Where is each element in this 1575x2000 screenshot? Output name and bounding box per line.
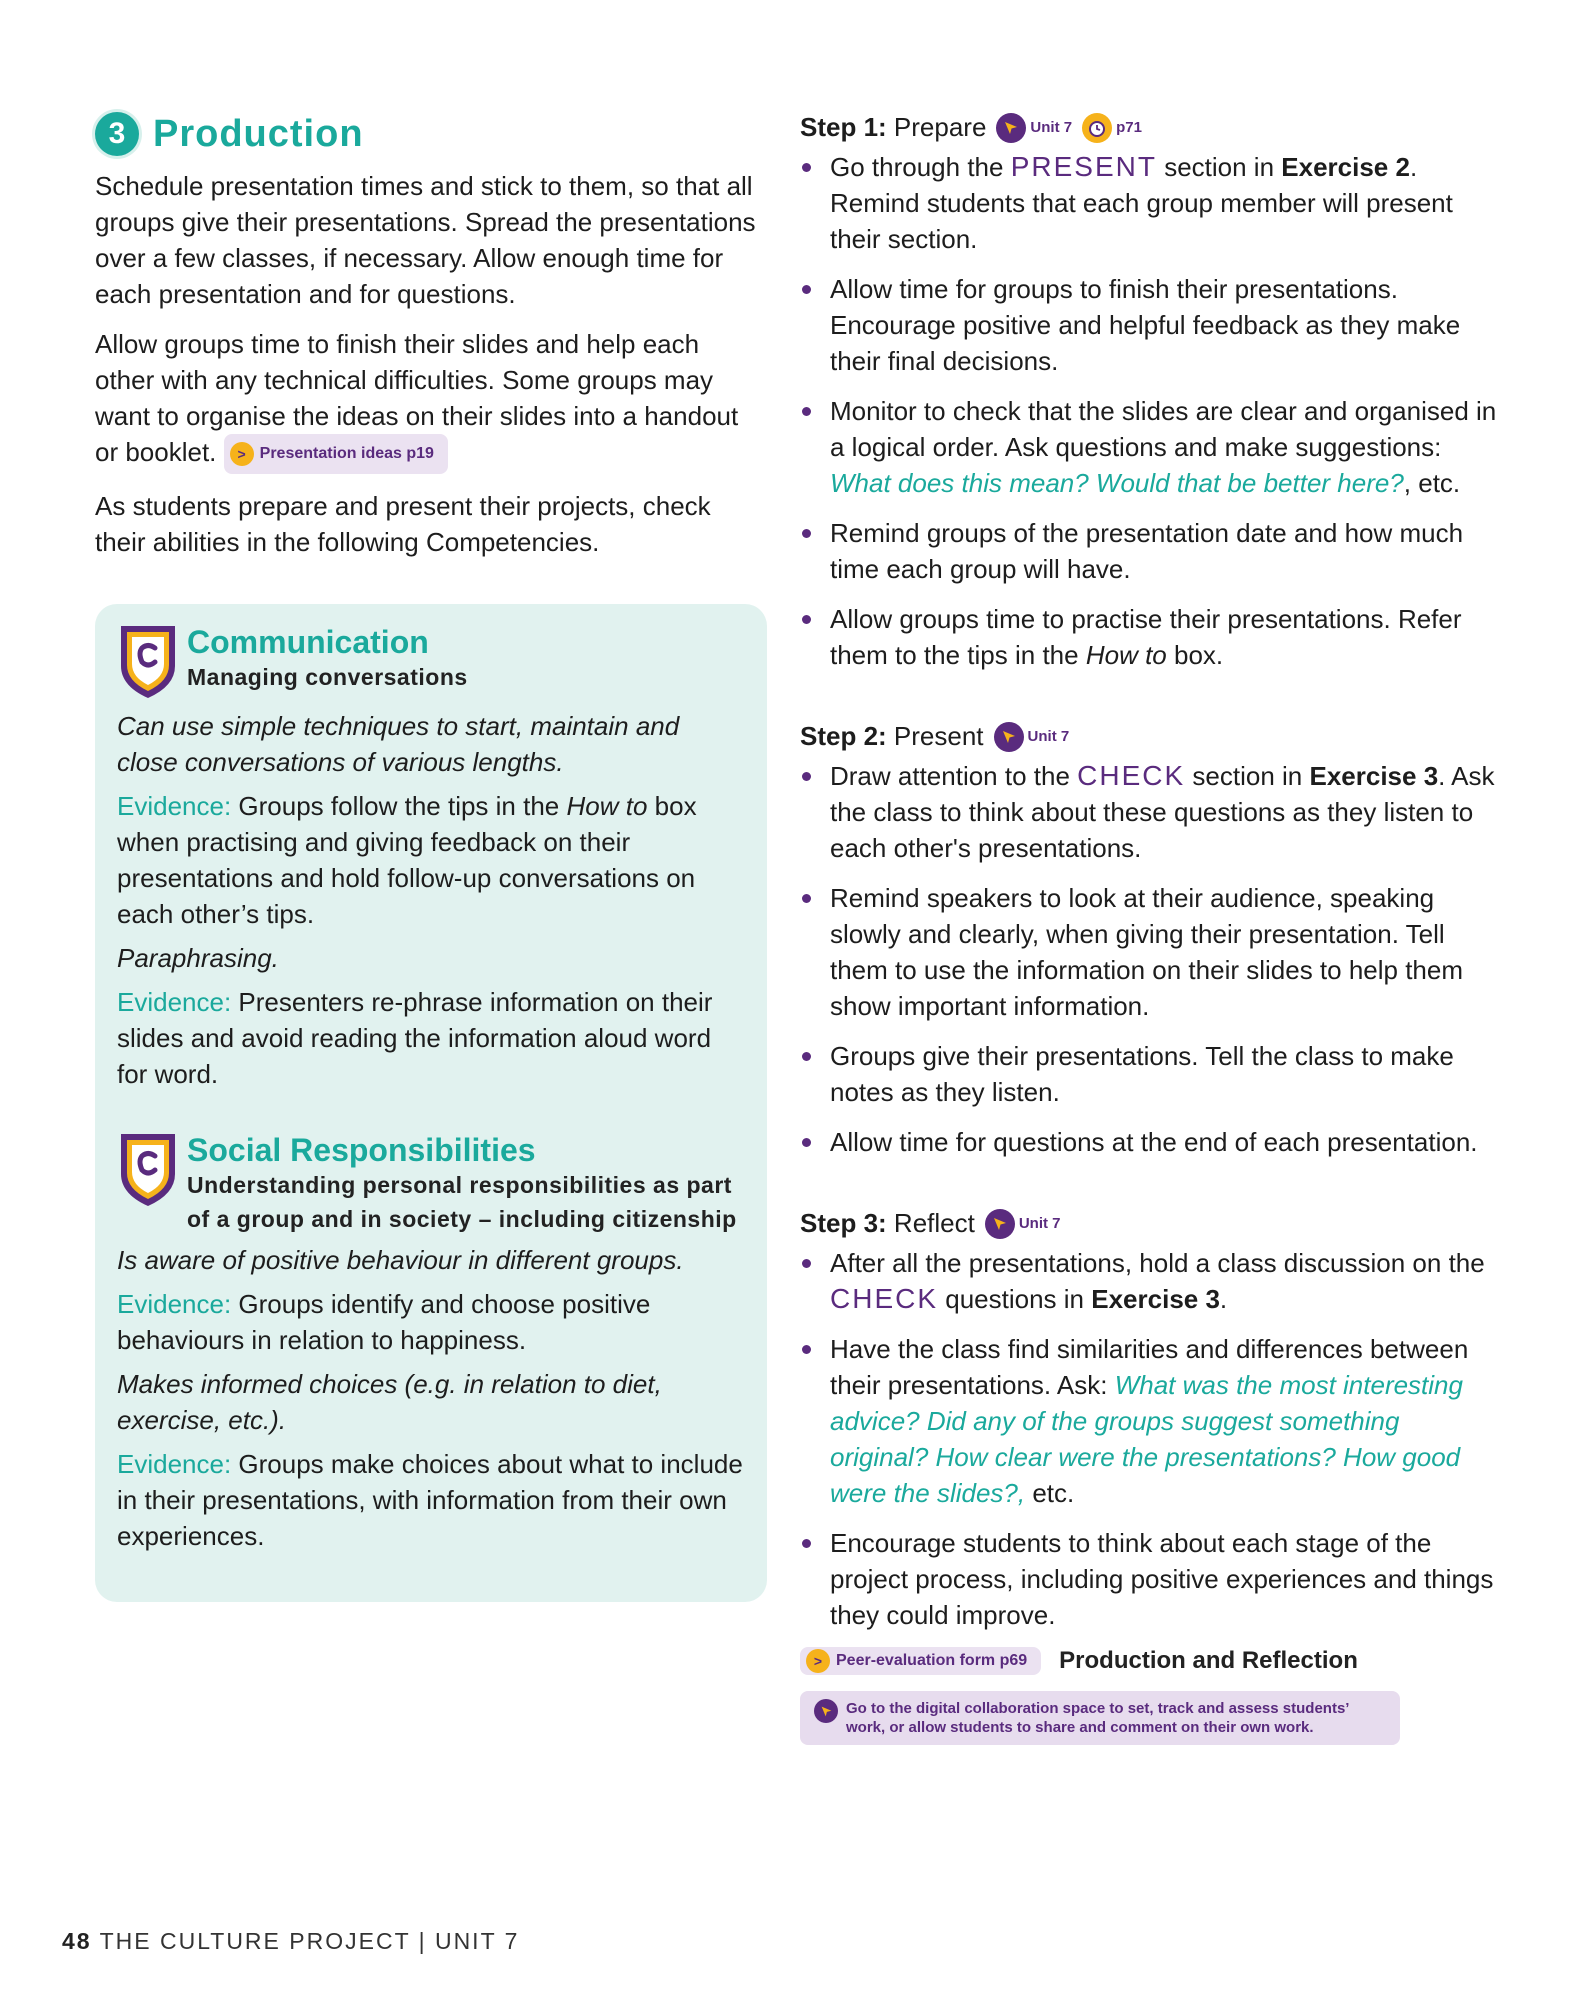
page-71-link[interactable] — [1082, 113, 1142, 143]
bullet-text: . Remind students that each group member will present their section. — [830, 152, 1453, 254]
social-can-do-1: Is aware of positive behaviour in different groups. — [117, 1245, 684, 1275]
unit-label: Unit 7 — [1030, 119, 1073, 136]
unit-label: Unit 7 — [1018, 1215, 1061, 1232]
step-1-list — [800, 149, 1500, 673]
communication-can-do-1: Can use simple techniques to start, maintain and close conversations of various lengths. — [117, 711, 680, 777]
section-heading — [95, 112, 765, 156]
step-1-title — [800, 112, 986, 143]
how-to-ref: How to — [566, 791, 648, 821]
communication-can-do-2: Paraphrasing. — [117, 943, 279, 973]
communication-header — [117, 622, 745, 702]
bullet-text: Allow groups time to practise their presentations. Refer them to the tips in the — [830, 604, 1462, 670]
evidence-text: Groups follow the tips in the — [238, 791, 560, 821]
exercise-ref: Exercise 3 — [1091, 1284, 1220, 1314]
peer-evaluation-link[interactable] — [800, 1647, 1041, 1675]
evidence-label: Evidence: — [117, 1289, 232, 1319]
evidence-text: Groups make choices about what to include in their presentations, with information from their own experiences. — [117, 1449, 743, 1551]
evidence-text: Groups identify and choose positive behaviours in relation to happiness. — [117, 1289, 651, 1355]
list-item — [800, 149, 1500, 257]
social-evidence-2 — [117, 1446, 745, 1554]
exercise-ref: Exercise 2 — [1281, 152, 1410, 182]
list-item: Remind speakers to look at their audience, speaking slowly and clearly, when giving their presentation. Tell them to use the information on their slides to help them show important information. — [800, 880, 1500, 1024]
evidence-label: Evidence: — [117, 987, 232, 1017]
bullet-text: box. — [1173, 640, 1224, 670]
list-item — [800, 1245, 1500, 1317]
step-name: Prepare — [893, 112, 987, 142]
evidence-text: Presenters re-phrase information on their slides and avoid reading the information aloud word for word. — [117, 987, 713, 1089]
social-evidence-1 — [117, 1286, 745, 1358]
check-keyword: CHECK — [830, 1283, 939, 1314]
paragraph-competencies: As students prepare and present their projects, check their abilities in the following Competencies. — [95, 491, 711, 558]
production-section — [95, 112, 765, 574]
communication-competency — [117, 622, 745, 1092]
page-footer — [62, 1928, 519, 1955]
digital-collaboration-note[interactable] — [800, 1691, 1400, 1745]
arrow-right-icon: > — [806, 1649, 830, 1673]
bullet-text: section in — [1192, 761, 1303, 791]
step-name: Reflect — [893, 1208, 975, 1238]
social-subtitle: Understanding personal responsibilities as part of a group and in society – including citizenship — [187, 1172, 737, 1232]
cursor-icon — [814, 1699, 838, 1723]
list-item: Groups give their presentations. Tell the class to make notes as they listen. — [800, 1038, 1500, 1110]
paragraph-schedule: Schedule presentation times and stick to them, so that all groups give their presentations. Spread the presentations over a few classes, if necessary. Allow enough time for each presentation and for questions. — [95, 171, 756, 309]
communication-evidence-2 — [117, 984, 745, 1092]
cursor-icon — [985, 1209, 1015, 1239]
step-name: Present — [893, 721, 984, 751]
list-item — [800, 601, 1500, 673]
peer-evaluation-label: Peer-evaluation form p69 — [836, 1652, 1028, 1669]
list-item — [800, 1331, 1500, 1511]
list-item: Encourage students to think about each stage of the project process, including positive experiences and things they could improve. — [800, 1525, 1500, 1633]
bottom-references — [800, 1647, 1500, 1675]
bullet-text: etc. — [1032, 1478, 1075, 1508]
bullet-text: After all the presentations, hold a class discussion on the — [830, 1248, 1485, 1278]
social-title: Social Responsibilities — [187, 1132, 536, 1168]
paragraph-slides — [95, 326, 765, 474]
communication-subtitle: Managing conversations — [187, 664, 468, 690]
evidence-text: box when practising and giving feedback on their presentations and hold follow-up conversations on each other’s tips. — [117, 791, 697, 929]
steps-column — [800, 112, 1500, 1745]
unit-7-link[interactable] — [985, 1209, 1061, 1239]
step-3-title — [800, 1208, 975, 1239]
bullet-text: Have the class find similarities and differences between their presentations. Ask: — [830, 1334, 1469, 1400]
evidence-label: Evidence: — [117, 791, 232, 821]
check-keyword: CHECK — [1077, 760, 1186, 791]
step-2-heading — [800, 721, 1500, 752]
bullet-text: . — [1219, 1284, 1228, 1314]
step-label: Step 3: — [800, 1208, 887, 1238]
shield-icon — [117, 1130, 179, 1210]
social-responsibilities-competency — [117, 1130, 745, 1554]
social-header — [117, 1130, 745, 1236]
list-item: Allow time for groups to finish their presentations. Encourage positive and helpful feedback as they make their final decisions. — [800, 271, 1500, 379]
section-title: Production — [153, 112, 364, 155]
step-1-heading — [800, 112, 1500, 143]
bullet-text: Monitor to check that the slides are clear and organised in a logical order. Ask questions and make suggestions: — [830, 396, 1497, 462]
unit-7-link[interactable] — [994, 722, 1070, 752]
alarm-clock-icon — [1082, 113, 1112, 143]
cursor-icon — [994, 722, 1024, 752]
bullet-text: . Ask the class to think about these questions as they listen to each other's presentations. — [830, 761, 1495, 863]
exercise-ref: Exercise 3 — [1309, 761, 1439, 791]
presentation-ideas-link[interactable] — [224, 434, 448, 474]
communication-heading-text — [187, 622, 468, 694]
footer-title: THE CULTURE PROJECT | UNIT 7 — [99, 1928, 520, 1954]
step-3-list — [800, 1245, 1500, 1633]
bullet-text: questions in — [945, 1284, 1085, 1314]
list-item: Remind groups of the presentation date and how much time each group will have. — [800, 515, 1500, 587]
bullet-text: section in — [1164, 152, 1275, 182]
communication-title: Communication — [187, 624, 429, 660]
competencies-box — [95, 604, 767, 1602]
page-number: 48 — [62, 1928, 92, 1954]
shield-icon — [117, 622, 179, 702]
bullet-text: Draw attention to the — [830, 761, 1070, 791]
how-to-ref: How to — [1085, 640, 1167, 670]
cursor-icon — [996, 113, 1026, 143]
list-item — [800, 758, 1500, 866]
step-3-heading — [800, 1208, 1500, 1239]
social-can-do-2: Makes informed choices (e.g. in relation to diet, exercise, etc.). — [117, 1369, 662, 1435]
evidence-label: Evidence: — [117, 1449, 232, 1479]
step-label: Step 2: — [800, 721, 887, 751]
digital-collaboration-text: Go to the digital collaboration space to set, track and assess students’ work, or allow students to share and comment on their own work. — [846, 1700, 1349, 1736]
arrow-right-icon: > — [230, 442, 254, 466]
example-question: What was the most interesting advice? Did any of the groups suggest something original? How clear were the presentations? How good were the slides?, — [830, 1370, 1463, 1508]
social-heading-text — [187, 1130, 745, 1236]
list-item — [800, 393, 1500, 501]
production-reflection-label: Production and Reflection — [1059, 1647, 1358, 1674]
present-keyword: PRESENT — [1010, 151, 1157, 182]
presentation-ideas-label: Presentation ideas p19 — [259, 445, 434, 463]
bullet-text: , etc. — [1403, 468, 1461, 498]
page-label: p71 — [1116, 119, 1142, 136]
bullet-text: Go through the — [830, 152, 1004, 182]
unit-label: Unit 7 — [1027, 728, 1070, 745]
step-2-list — [800, 758, 1500, 1160]
example-question: What does this mean? Would that be better here? — [830, 468, 1404, 498]
paragraph-slides-text: Allow groups time to finish their slides and help each other with any technical difficulties. Some groups may want to organise the ideas on their slides into a handout or booklet. — [95, 329, 739, 467]
step-label: Step 1: — [800, 112, 887, 142]
step-2-title — [800, 721, 984, 752]
communication-evidence-1 — [117, 788, 745, 932]
unit-7-link[interactable] — [996, 113, 1072, 143]
list-item: Allow time for questions at the end of each presentation. — [800, 1124, 1500, 1160]
section-number-badge: 3 — [95, 112, 139, 156]
